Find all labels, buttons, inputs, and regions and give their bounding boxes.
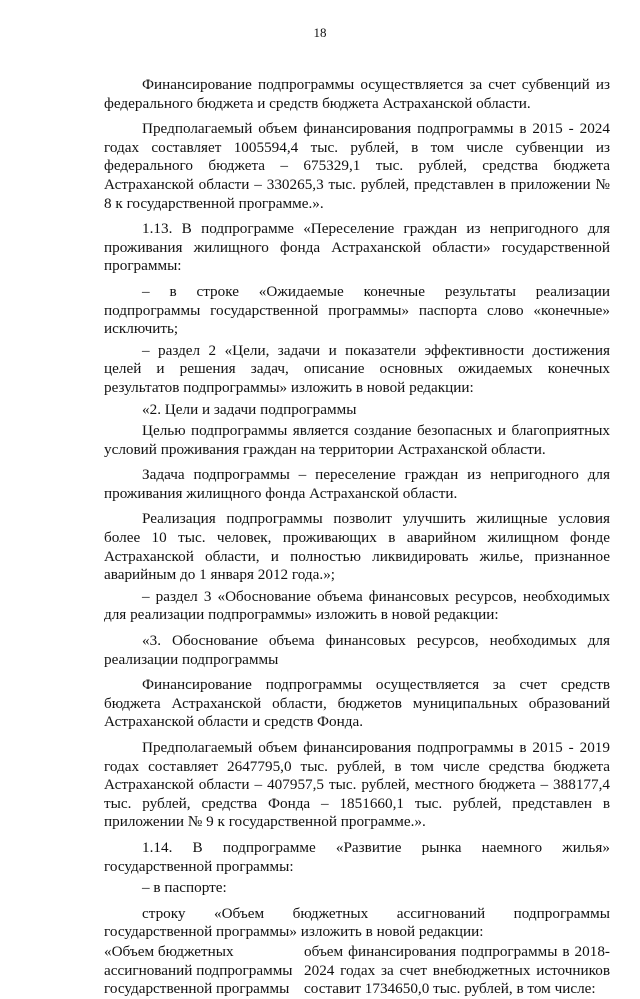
- paragraph: Предполагаемый объем финансирования подпрограммы в 2015 - 2019 годах составляет 2647795,0 тыс. рублей, в том числе средства бюджета Астраханской области – 407957,5 тыс. рублей, местного бюджета – 388177,4 тыс. рублей, средства Фонда – 1851660,1 тыс. рублей, представлен в приложении № 9 к государственной программе.».: [104, 739, 610, 831]
- word: В: [192, 838, 203, 856]
- word: жилья»: [562, 838, 610, 856]
- paragraph: – в паспорте:: [142, 879, 227, 897]
- page-number: 18: [313, 25, 327, 40]
- paragraph-spread-line: [104, 839, 610, 858]
- paragraph-spread-line: [104, 905, 610, 924]
- table-value-cell: объем финансирования подпрограммы в 2018-2024 годах за счет внебюджетных источников составит 1734650,0 тыс. рублей, в том числе:: [304, 942, 610, 998]
- paragraph: государственной программы» изложить в новой редакции:: [104, 923, 484, 941]
- paragraph: Целью подпрограммы является создание безопасных и благоприятных условий проживания граждан на территории Астраханской области.: [104, 422, 610, 458]
- passport-table-row: [104, 943, 610, 999]
- paragraph: Задача подпрограммы – переселение граждан из непригодного для проживания жилищного фонда Астраханской области.: [104, 466, 610, 502]
- paragraph: Финансирование подпрограммы осуществляется за счет субвенций из федерального бюджета и средств бюджета Астраханской области.: [104, 76, 610, 112]
- word: подпрограмме: [222, 838, 316, 856]
- section-heading: «2. Цели и задачи подпрограммы: [142, 400, 357, 418]
- word: подпрограммы: [513, 904, 610, 922]
- word: «Развитие: [335, 838, 402, 856]
- table-label-cell: «Объем бюджетных ассигнований подпрограммы государственной программы: [104, 942, 293, 998]
- paragraph: Финансирование подпрограммы осуществляется за счет средств бюджета Астраханской области, бюджетов муниципальных образований Астраханской области и средств Фонда.: [104, 676, 610, 731]
- paragraph: Предполагаемый объем финансирования подпрограммы в 2015 - 2024 годах составляет 1005594,4 тыс. рублей, в том числе субвенции из федерального бюджета – 675329,1 тыс. рублей, средства бюджета Астраханской области – 330265,3 тыс. рублей, представлен в приложении № 8 к государственной программе.».: [104, 120, 610, 212]
- word: рынка: [421, 838, 462, 856]
- paragraph: государственной программы:: [104, 857, 294, 875]
- paragraph: – в строке «Ожидаемые конечные результаты реализации подпрограммы государственной программы» паспорта слово «конечные» исключить;: [104, 282, 610, 338]
- section-heading: «3. Обоснование объема финансовых ресурсов, необходимых для реализации подпрограммы: [104, 632, 610, 668]
- word: 1.14.: [142, 838, 173, 856]
- paragraph: – раздел 2 «Цели, задачи и показатели эффективности достижения целей и решения задач, описание основных ожидаемых конечных результатов подпрограммы» изложить в новой редакции:: [104, 341, 610, 396]
- word: «Объем: [214, 904, 265, 922]
- word: ассигнований: [396, 904, 486, 922]
- word: наемного: [481, 838, 543, 856]
- document-body: [104, 76, 610, 999]
- paragraph: 1.13. В подпрограмме «Переселение граждан из непригодного для проживания жилищного фонда Астраханской области» государственной программы:: [104, 220, 610, 275]
- paragraph: – раздел 3 «Обоснование объема финансовых ресурсов, необходимых для реализации подпрограммы» изложить в новой редакции:: [104, 587, 610, 624]
- word: строку: [142, 904, 186, 922]
- word: бюджетных: [292, 904, 369, 922]
- paragraph: Реализация подпрограммы позволит улучшить жилищные условия более 10 тыс. человек, проживающих в аварийном жилищном фонде Астраханской области, и полностью ликвидировать жилье, признанное аварийным до 1 января 2012 года.»;: [104, 510, 610, 584]
